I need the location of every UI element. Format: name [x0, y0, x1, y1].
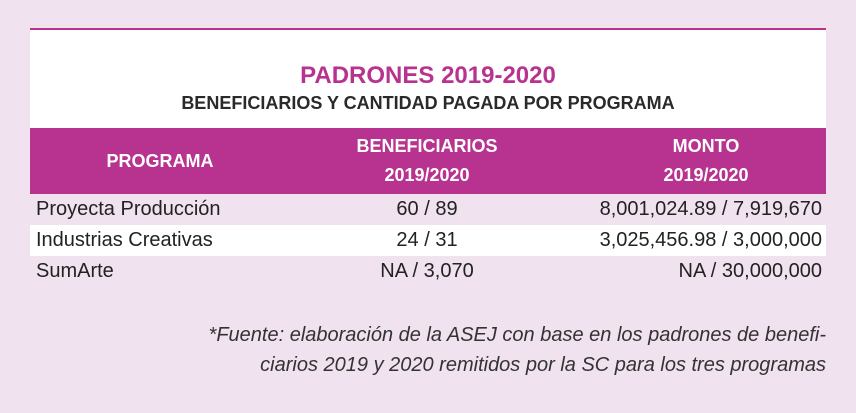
header-beneficiarios-line2: 2019/2020: [384, 165, 470, 185]
table-row: [30, 194, 826, 225]
cell-beneficiarios: NA / 3,070: [380, 260, 474, 282]
header-beneficiarios: [332, 128, 522, 194]
header-programa: [30, 128, 290, 194]
header-programa-label: PROGRAMA: [106, 150, 214, 171]
header-monto: [586, 128, 826, 194]
header-beneficiarios-line1: BENEFICIARIOS: [356, 136, 498, 156]
cell-programa: SumArte: [36, 260, 114, 282]
cell-monto: 8,001,024.89 / 7,919,670: [599, 198, 822, 220]
source-note-line1: *Fuente: elaboración de la ASEJ con base en los padrones de benefi-: [208, 324, 826, 346]
title-block: [30, 30, 826, 128]
header-monto-line1: MONTO: [672, 136, 740, 156]
table-subtitle: BENEFICIARIOS Y CANTIDAD PAGADA POR PROGRAMA: [181, 93, 675, 113]
cell-monto: 3,025,456.98 / 3,000,000: [599, 229, 822, 251]
cell-programa: Industrias Creativas: [36, 229, 213, 251]
source-note: [106, 320, 826, 380]
table-row: [30, 256, 826, 287]
header-monto-line2: 2019/2020: [663, 165, 749, 185]
cell-beneficiarios: 60 / 89: [396, 198, 458, 220]
source-note-line2: ciarios 2019 y 2020 remitidos por la SC para los tres programas: [260, 354, 826, 376]
table-title: PADRONES 2019-2020: [300, 62, 556, 89]
cell-programa: Proyecta Producción: [36, 198, 221, 220]
cell-monto: NA / 30,000,000: [678, 260, 822, 282]
table-header: [30, 128, 826, 194]
cell-beneficiarios: 24 / 31: [396, 229, 458, 251]
table-row: [30, 225, 826, 256]
